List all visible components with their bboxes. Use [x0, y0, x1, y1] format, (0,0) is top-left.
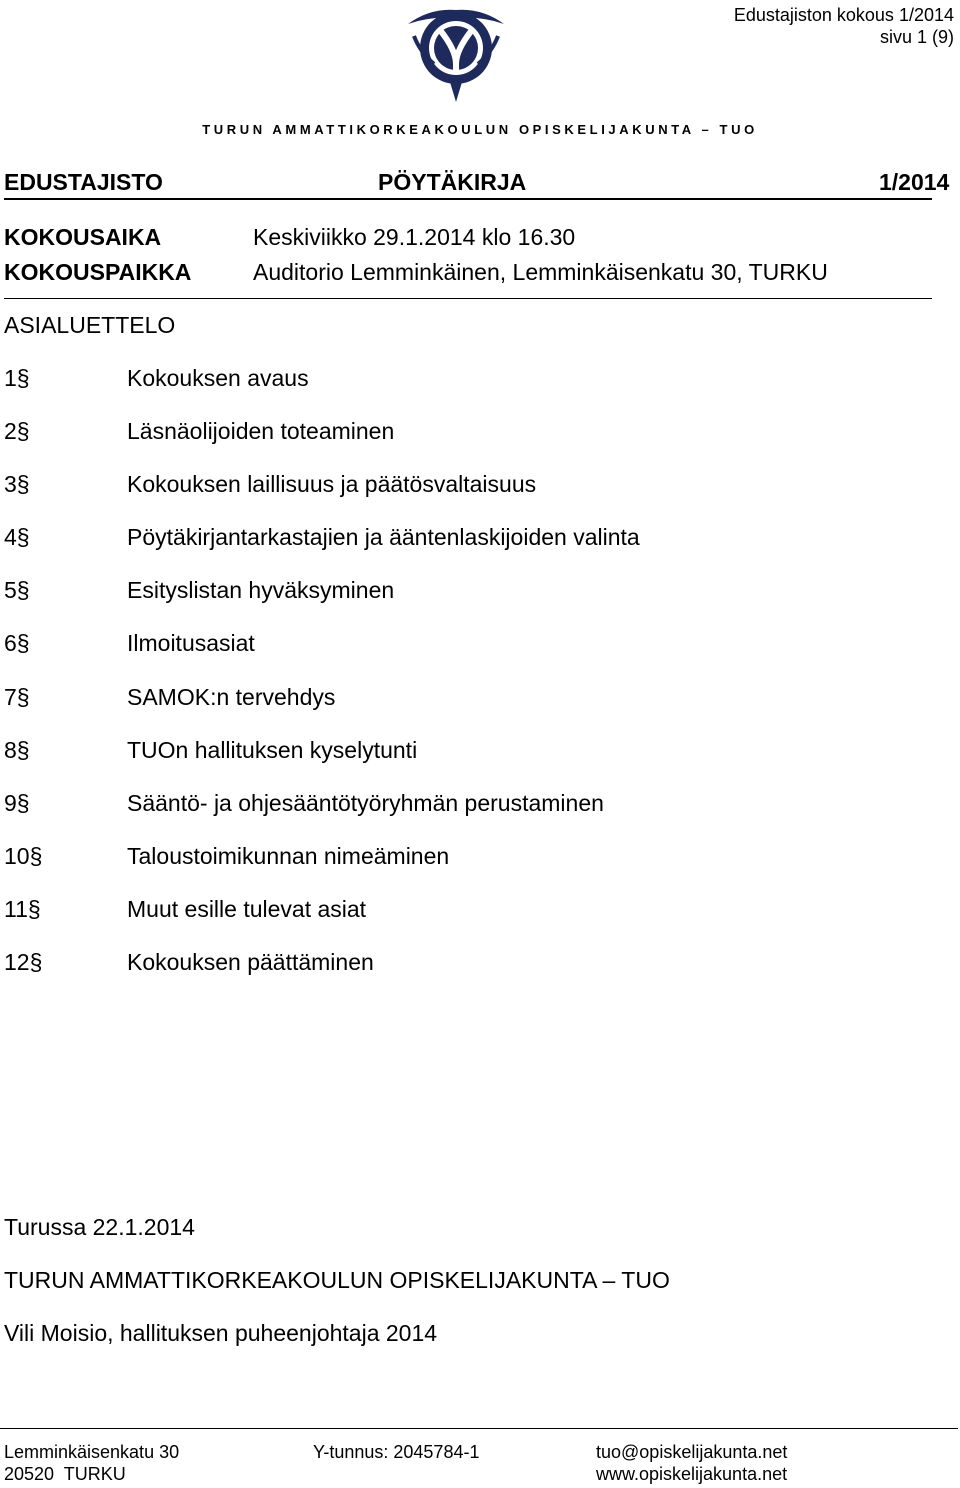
- footer-email[interactable]: tuo@opiskelijakunta.net: [596, 1442, 788, 1462]
- agenda-item-text: Sääntö- ja ohjesääntötyöryhmän perustaminen: [127, 789, 604, 816]
- agenda-item-number: 1§: [4, 365, 30, 391]
- agenda-item-text: Ilmoitusasiat: [127, 630, 255, 657]
- agenda-item: [4, 790, 904, 843]
- agenda-item-number: 6§: [4, 630, 30, 657]
- agenda-item-text: Taloustoimikunnan nimeäminen: [127, 842, 450, 869]
- agenda-item-text: Läsnäolijoiden toteaminen: [127, 418, 395, 445]
- signature-signer: Vili Moisio, hallituksen puheenjohtaja 2014: [4, 1320, 438, 1346]
- agenda-item-text: TUOn hallituksen kyselytunti: [127, 736, 418, 763]
- agenda-item-text: Kokouksen avaus: [127, 365, 309, 391]
- agenda-item: [4, 365, 904, 418]
- agenda-item-text: Muut esille tulevat asiat: [127, 895, 367, 922]
- agenda-item-number: 11§: [4, 895, 41, 922]
- agenda-item-number: 8§: [4, 736, 30, 763]
- agenda-item: [4, 843, 904, 896]
- agenda-item: [4, 630, 904, 683]
- agenda-item-number: 12§: [4, 949, 43, 976]
- footer-city: 20520 TURKU: [4, 1464, 126, 1484]
- footer-contact: [596, 1441, 787, 1485]
- page-header-info: [734, 4, 954, 48]
- document-number: 1/2014: [879, 169, 950, 195]
- meeting-place-label: KOKOUSPAIKKA: [4, 259, 192, 285]
- signature-place-date: Turussa 22.1.2014: [4, 1214, 195, 1240]
- organisation-header: TURUN AMMATTIKORKEAKOULUN OPISKELIJAKUNTA – TUO: [202, 122, 758, 137]
- meeting-reference: Edustajiston kokous 1/2014: [733, 5, 954, 25]
- footer-street: Lemminkäisenkatu 30: [4, 1442, 180, 1462]
- agenda-item-text: Esityslistan hyväksyminen: [127, 577, 395, 604]
- agenda-item-number: 10§: [4, 842, 43, 869]
- agenda-item-number: 4§: [4, 524, 30, 551]
- meeting-place-value: Auditorio Lemminkäinen, Lemminkäisenkatu 30, TURKU: [253, 259, 828, 285]
- agenda-item-number: 3§: [4, 471, 30, 498]
- footer-business-id: Y-tunnus: 2045784-1: [313, 1442, 480, 1462]
- agenda-item-text: Kokouksen laillisuus ja päätösvaltaisuus: [127, 471, 537, 498]
- meeting-time-label: KOKOUSAIKA: [4, 224, 162, 250]
- agenda-item-text: SAMOK:n tervehdys: [127, 683, 336, 710]
- agenda-item: [4, 471, 904, 524]
- agenda-item-text: Kokouksen päättäminen: [127, 949, 374, 976]
- agenda-item: [4, 684, 904, 737]
- agenda-item-text: Pöytäkirjantarkastajien ja ääntenlaskijoiden valinta: [127, 524, 640, 551]
- title-divider: [4, 198, 932, 200]
- agenda-list: [4, 365, 904, 1002]
- agenda-item: [4, 418, 904, 471]
- agenda-item-number: 5§: [4, 577, 30, 604]
- meta-divider: [4, 298, 932, 299]
- agenda-item-number: 2§: [4, 418, 30, 445]
- agenda-item-number: 7§: [4, 683, 30, 710]
- agenda-title: ASIALUETTELO: [4, 312, 176, 338]
- tuo-logo-icon: [400, 2, 512, 106]
- document-body-name: EDUSTAJISTO: [4, 169, 163, 195]
- agenda-item: [4, 949, 904, 1002]
- footer-website[interactable]: www.opiskelijakunta.net: [596, 1464, 788, 1484]
- agenda-item: [4, 896, 904, 949]
- page-number: sivu 1 (9): [879, 27, 954, 47]
- document-type: PÖYTÄKIRJA: [378, 169, 527, 195]
- footer-address: [4, 1441, 179, 1485]
- agenda-item-number: 9§: [4, 789, 30, 816]
- meeting-time-value: Keskiviikko 29.1.2014 klo 16.30: [253, 224, 576, 250]
- agenda-item: [4, 577, 904, 630]
- agenda-item: [4, 524, 904, 577]
- footer-divider: [0, 1428, 958, 1429]
- signature-organisation: TURUN AMMATTIKORKEAKOULUN OPISKELIJAKUNTA – TUO: [4, 1267, 670, 1293]
- agenda-item: [4, 737, 904, 790]
